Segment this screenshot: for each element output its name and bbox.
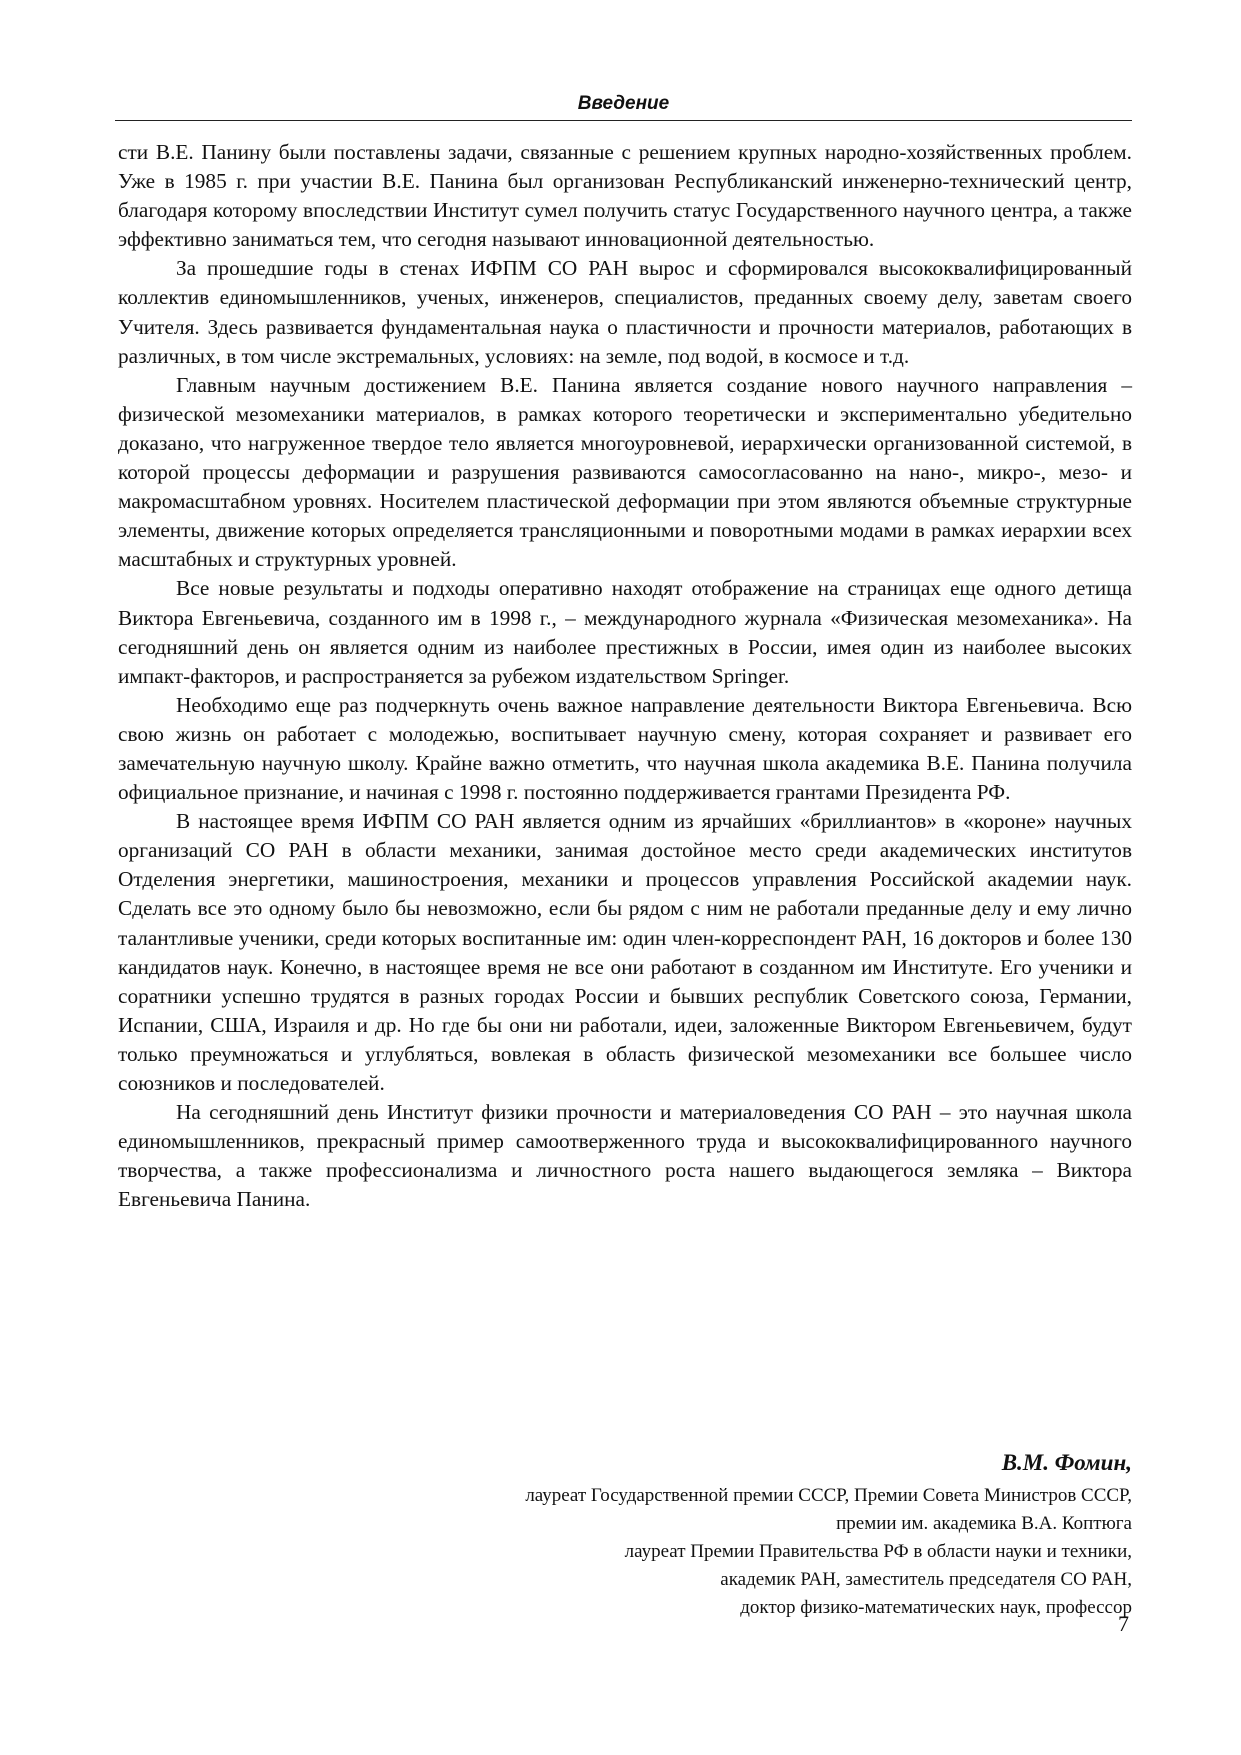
signature-credential: лауреат Государственной премии СССР, Премии Совета Министров СССР, xyxy=(525,1485,1132,1506)
signature-credential: доктор физико-математических наук, профессор xyxy=(740,1597,1132,1618)
signature-credential: лауреат Премии Правительства РФ в области науки и техники, xyxy=(624,1541,1132,1562)
paragraph: сти В.Е. Панину были поставлены задачи, связанные с решением крупных народно-хозяйственных проблем. Уже в 1985 г. при участии В.Е. Панина был организован Республиканский инженерно-технический центр, благодаря которому впоследствии Институт сумел получить статус Государственного научного центра, а также эффективно заниматься тем, что сегодня называют инновационной деятельностью. xyxy=(118,140,1132,252)
body-text xyxy=(118,138,1132,1214)
paragraph: В настоящее время ИФПМ СО РАН является одним из ярчайших «бриллиантов» в «короне» научных организаций СО РАН в области механики, занимая достойное место среди академических институтов Отделения энергетики, машиностроения, механики и процессов управления Российской академии наук. Сделать все это одному было бы невозможно, если бы рядом с ним не работали преданные делу и ему лично талантливые ученики, среди которых воспитанные им: один член-корреспондент РАН, 16 докторов и более 130 кандидатов наук. Конечно, в настоящее время не все они работают в созданном им Институте. Его ученики и соратники успешно трудятся в разных городах России и бывших республик Советского союза, Германии, Испании, США, Израиля и др. Но где бы они ни работали, идеи, заложенные Виктором Евгеньевичем, будут только преумножаться и углубляться, вовлекая в область физической мезомеханики все большее число союзников и последователей. xyxy=(118,809,1132,1095)
header-rule xyxy=(115,120,1132,121)
page-number: 7 xyxy=(1118,1611,1129,1636)
paragraph: Главным научным достижением В.Е. Панина является создание нового научного направления – физической мезомеханики материалов, в рамках которого теоретически и экспериментально убедительно доказано, что нагруженное твердое тело является многоуровневой, иерархически организованной системой, в которой процессы деформации и разрушения развиваются самосогласованно на нано-, микро-, мезо- и макромасштабном уровнях. Носителем пластической деформации при этом являются объемные структурные элементы, движение которых определяется трансляционными и поворотными модами в рамках иерархии всех масштабных и структурных уровней. xyxy=(118,372,1132,572)
paragraph: Необходимо еще раз подчеркнуть очень важное направление деятельности Виктора Евгеньевича. Всю свою жизнь он работает с молодежью, воспитывает научную смену, которая сохраняет и развивает его замечательную научную школу. Крайне важно отметить, что научная школа академика В.Е. Панина получила официальное признание, и начиная с 1998 г. постоянно поддерживается грантами Президента РФ. xyxy=(118,692,1132,805)
signature-credential: академик РАН, заместитель председателя СО РАН, xyxy=(720,1569,1132,1590)
paragraph: За прошедшие годы в стенах ИФПМ СО РАН вырос и сформировался высококвалифицированный коллектив единомышленников, ученых, инженеров, специалистов, преданных своему делу, заветам своего Учителя. Здесь развивается фундаментальная наука о пластичности и прочности материалов, работающих в различных, в том числе экстремальных, условиях: на земле, под водой, в космосе и т.д. xyxy=(118,256,1132,368)
running-head-title: Введение xyxy=(577,93,670,114)
signature-name: В.М. Фомин, xyxy=(1001,1450,1132,1475)
paragraph: На сегодняшний день Институт физики прочности и материаловедения СО РАН – это научная школа единомышленников, прекрасный пример самоотверженного труда и высококвалифицированного научного творчества, а также профессионализма и личностного роста нашего выдающегося земляка – Виктора Евгеньевича Панина. xyxy=(118,1100,1132,1212)
paragraph: Все новые результаты и подходы оперативно находят отображение на страницах еще одного детища Виктора Евгеньевича, созданного им в 1998 г., – международного журнала «Физическая мезомеханика». На сегодняшний день он является одним из наиболее престижных в России, имея один из наиболее высоких импакт-факторов, и распространяется за рубежом издательством Springer. xyxy=(118,576,1132,688)
signature-block xyxy=(232,1448,1132,1622)
signature-credential: премии им. академика В.А. Коптюга xyxy=(836,1513,1132,1534)
